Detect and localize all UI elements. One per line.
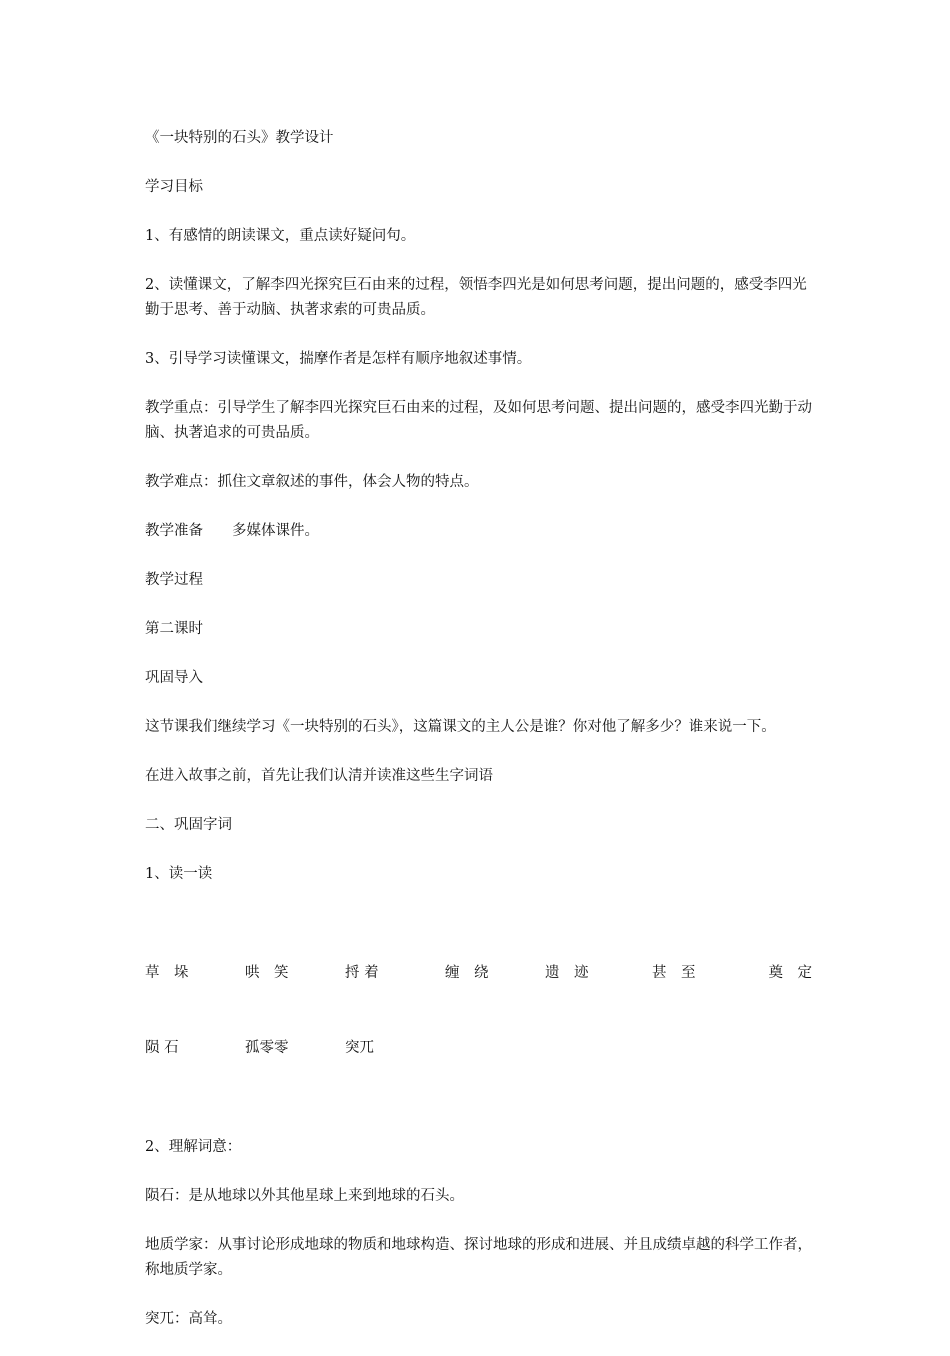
- word-row-1: [145, 961, 817, 986]
- section-2-heading: 二、巩固字词: [145, 817, 232, 833]
- preparation: 教学准备 多媒体课件。: [145, 523, 319, 539]
- read-heading: 1、读一读: [145, 866, 213, 882]
- word-item: 甚 至: [652, 965, 696, 981]
- meaning-heading: 2、理解词意：: [145, 1139, 242, 1155]
- word-item: 奠 定: [768, 965, 812, 981]
- word-item: 草 垛: [145, 965, 189, 981]
- objective-1: 1、有感情的朗读课文，重点读好疑问句。: [145, 228, 416, 244]
- definition-2: 地质学家：从事讨论形成地球的物质和地球构造、探讨地球的形成和进展、并且成绩卓越的科学工作者，称地质学家。: [145, 1237, 812, 1278]
- key-point: 教学重点：引导学生了解李四光探究巨石由来的过程，及如何思考问题、提出问题的，感受李四光勤于动脑、执著追求的可贵品质。: [145, 400, 812, 441]
- objective-3: 3、引导学习读懂课文，揣摩作者是怎样有顺序地叙述事情。: [145, 351, 532, 367]
- process-heading: 教学过程: [145, 572, 203, 588]
- objective-2: 2、读懂课文，了解李四光探究巨石由来的过程，领悟李四光是如何思考问题，提出问题的，感受李四光勤于思考、善于动脑、执著求索的可贵品质。: [145, 277, 807, 318]
- word-item: 哄 笑: [245, 965, 289, 981]
- word-item: 陨 石: [145, 1040, 179, 1056]
- word-item: 捋 着: [345, 965, 379, 981]
- document-title: 《一块特别的石头》教学设计: [145, 130, 334, 146]
- objectives-heading: 学习目标: [145, 179, 203, 195]
- word-item: 缠 绕: [445, 965, 489, 981]
- intro-paragraph-1: 这节课我们继续学习《一块特别的石头》，这篇课文的主人公是谁？你对他了解多少？谁来说一下。: [145, 719, 776, 735]
- definition-1: 陨石：是从地球以外其他星球上来到地球的石头。: [145, 1188, 464, 1204]
- intro-paragraph-2: 在进入故事之前，首先让我们认清并读准这些生字词语: [145, 768, 493, 784]
- definition-3: 突兀：高耸。: [145, 1311, 232, 1327]
- word-item: 遗 迹: [545, 965, 589, 981]
- word-item: 孤零零: [245, 1040, 289, 1056]
- review-heading: 巩固导入: [145, 670, 203, 686]
- document-page: [145, 126, 817, 1356]
- difficulty: 教学难点：抓住文章叙述的事件，体会人物的特点。: [145, 474, 479, 490]
- word-item: 突兀: [345, 1040, 374, 1056]
- lesson-label: 第二课时: [145, 621, 203, 637]
- word-row-2: [145, 1036, 817, 1061]
- word-list: [145, 911, 817, 1111]
